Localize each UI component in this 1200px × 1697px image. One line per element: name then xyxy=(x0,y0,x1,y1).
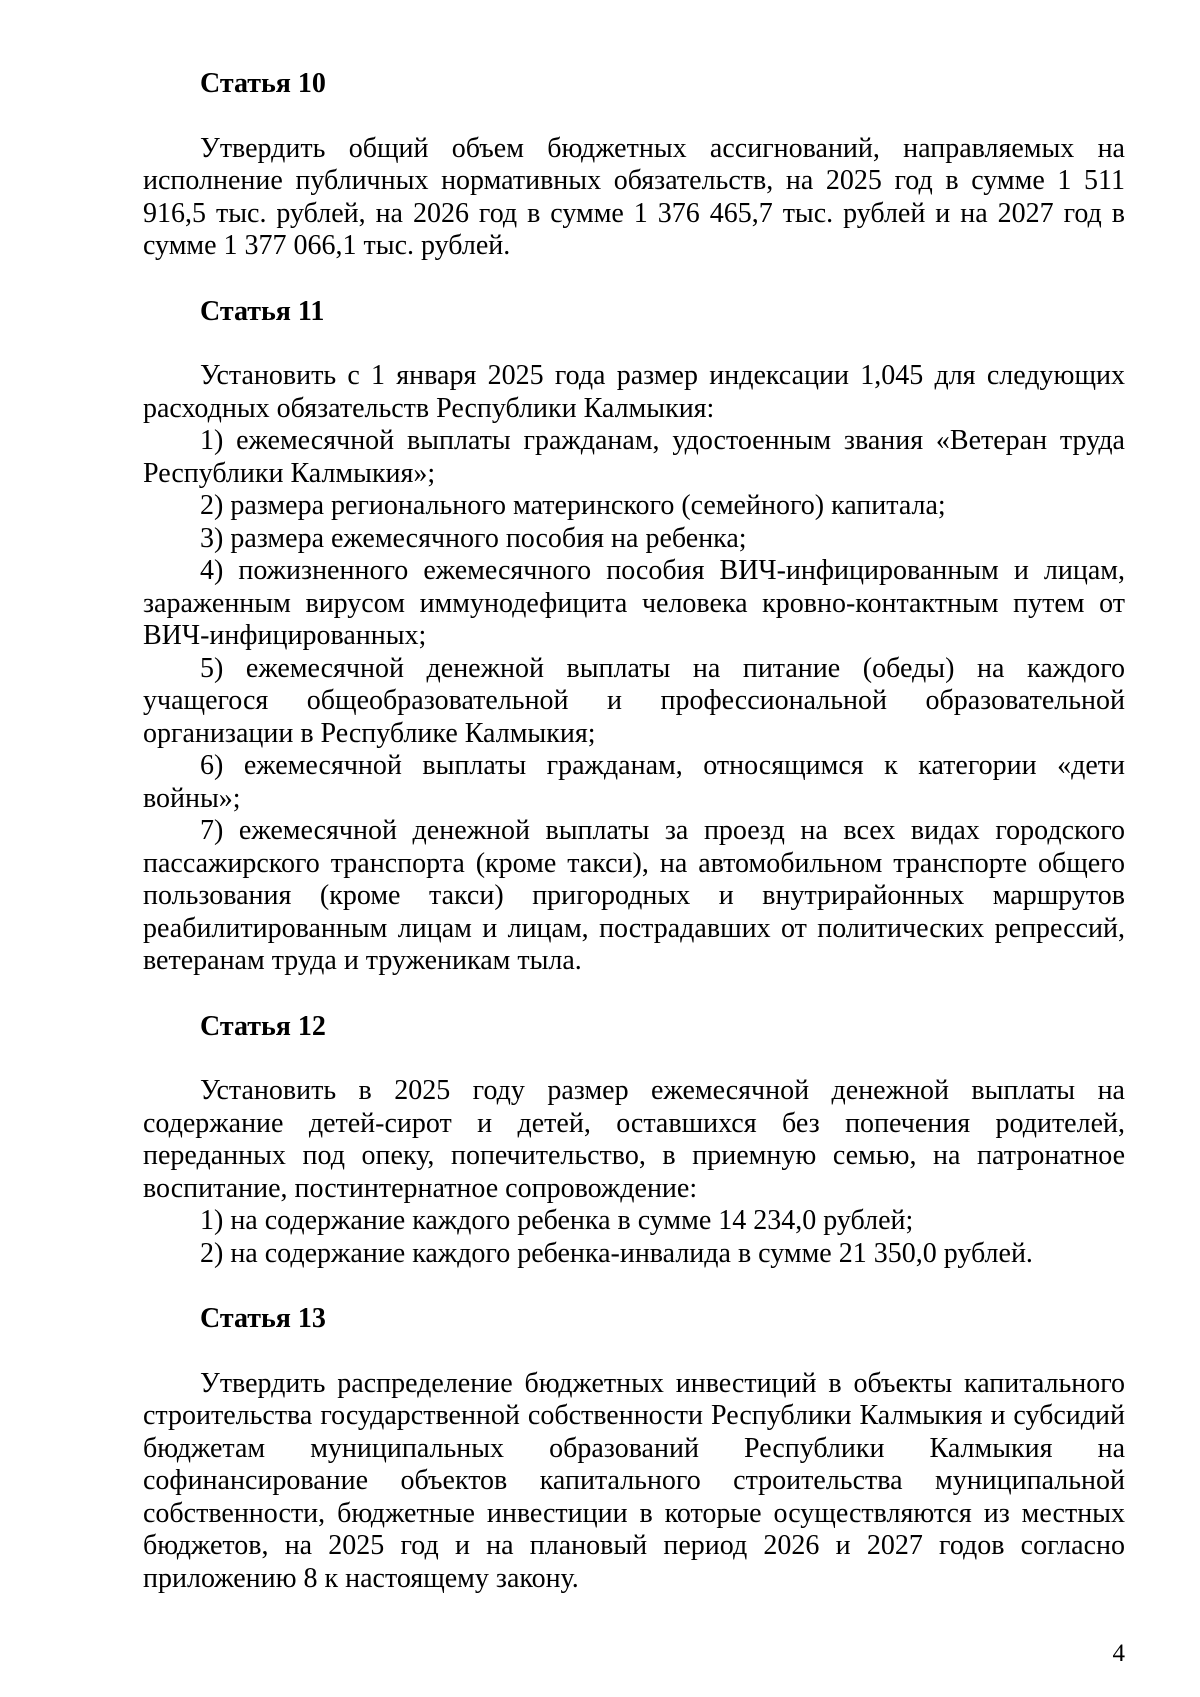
article-10 xyxy=(143,68,1125,263)
article-13 xyxy=(143,1303,1125,1595)
article-spacer xyxy=(143,263,1125,296)
article-heading: Статья 11 xyxy=(200,295,325,327)
article-heading: Статья 10 xyxy=(200,68,326,99)
article-11 xyxy=(143,296,1125,978)
article-spacer xyxy=(143,978,1125,1011)
list-item: 6) ежемесячной выплаты гражданам, относящимся к категории «дети войны»; xyxy=(143,750,1125,814)
article-heading: Статья 12 xyxy=(200,1010,326,1042)
article-spacer xyxy=(143,1270,1125,1303)
list-item: 3) размера ежемесячного пособия на ребенка; xyxy=(200,522,747,554)
article-paragraph: Утвердить общий объем бюджетных ассигнований, направляемых на исполнение публичных нормативных обязательств, на 2025 год в сумме 1 511 916,5 тыс. рублей, на 2026 год в сумме 1 376 465,7 тыс. рублей и на 2027 год в сумме 1 377 066,1 тыс. рублей. xyxy=(143,132,1125,261)
list-item: 7) ежемесячной денежной выплаты за проезд на всех видах городского пассажирского транспорта (кроме такси), на автомобильном транспорте общего пользования (кроме такси) пригородных и внутрирайонных маршрутов реабилитированным лицам и лицам, пострадавших от политических репрессий, ветеранам труда и труженикам тыла. xyxy=(143,815,1125,976)
article-paragraph: Утвердить распределение бюджетных инвестиций в объекты капитального строительства государственной собственности Республики Калмыкия и субсидий бюджетам муниципальных образований Республики Калмыкия на софинансирование объектов капитального строительства муниципальной собственности, бюджетные инвестиции в которые осуществляются из местных бюджетов, на 2025 год и на плановый период 2026 и 2027 годов согласно приложению 8 к настоящему закону. xyxy=(143,1367,1125,1594)
page-number: 4 xyxy=(1112,1640,1125,1667)
list-item: 1) на содержание каждого ребенка в сумме 14 234,0 рублей; xyxy=(200,1205,914,1236)
list-item: 5) ежемесячной денежной выплаты на питание (обеды) на каждого учащегося общеобразовательной и профессиональной образовательной организации в Республике Калмыкия; xyxy=(143,652,1125,749)
list-item: 2) на содержание каждого ребенка-инвалида в сумме 21 350,0 рублей. xyxy=(200,1237,1033,1269)
list-item: 1) ежемесячной выплаты гражданам, удостоенным звания «Ветеран труда Республики Калмыкия»; xyxy=(143,425,1125,489)
list-item: 4) пожизненного ежемесячного пособия ВИЧ-инфицированным и лицам, зараженным вирусом иммунодефицита человека кровно-контактным путем от ВИЧ-инфицированных; xyxy=(143,555,1125,651)
article-12 xyxy=(143,1011,1125,1271)
list-item: 2) размера регионального материнского (семейного) капитала; xyxy=(200,490,946,521)
article-heading: Статья 13 xyxy=(200,1303,326,1334)
article-paragraph: Установить в 2025 году размер ежемесячной денежной выплаты на содержание детей-сирот и детей, оставшихся без попечения родителей, переданных под опеку, попечительство, в приемную семью, на патронатное воспитание, постинтернатное сопровождение: xyxy=(143,1075,1125,1204)
article-paragraph: Установить с 1 января 2025 года размер индексации 1,045 для следующих расходных обязательств Республики Калмыкия: xyxy=(143,360,1125,424)
document-body xyxy=(143,68,1125,1595)
